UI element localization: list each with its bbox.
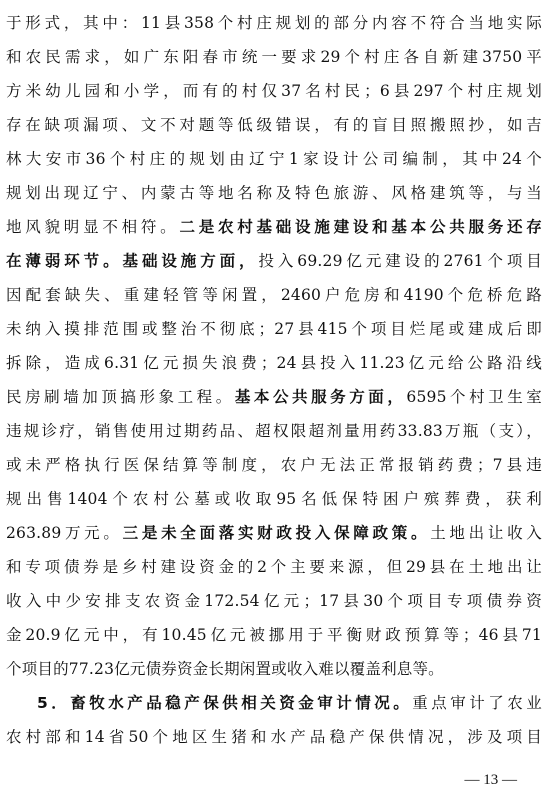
text-line: [6, 142, 542, 176]
page-number: — 13 —: [464, 772, 517, 788]
text-segment: 民房刷墙加顶搞形象工程。: [6, 388, 235, 406]
text-segment: 于形式，其中：11县358个村庄规划的部分内容不符合当地实际: [6, 14, 542, 32]
text-line: [6, 686, 542, 720]
text-segment: 和专项债券是乡村建设资金的2个主要来源，但29县在土地出让: [6, 558, 542, 576]
bold-text-segment: 基础设施方面，: [122, 252, 259, 270]
text-line: [6, 516, 542, 550]
text-line: [6, 6, 542, 40]
text-segment: 收入中少安排支农资金172.54亿元；17县30个项目专项债券资: [6, 592, 542, 610]
bold-text-segment: 二是农村基础设施建设和基本公共服务还存: [179, 218, 542, 236]
text-line: [6, 618, 542, 652]
text-line: [6, 346, 542, 380]
text-segment: 土地出让收入: [430, 524, 542, 542]
bold-text-segment: 基本公共服务方面，: [234, 388, 407, 406]
bold-text-segment: 三是未全面落实财政投入保障政策。: [122, 524, 431, 542]
text-line: [6, 448, 542, 482]
text-line: [6, 312, 542, 346]
text-line: [6, 380, 542, 414]
bold-text-segment: 在薄弱环节。: [6, 252, 123, 270]
text-segment: 因配套缺失、重建轻管等闲置，2460户危房和4190个危桥危路: [6, 286, 542, 304]
text-line: [6, 176, 542, 210]
bold-text-segment: 5．畜牧水产品稳产保供相关资金审计情况。: [37, 694, 413, 712]
text-line: [6, 210, 542, 244]
text-segment: 拆除，造成6.31亿元损失浪费；24县投入11.23亿元给公路沿线: [6, 354, 542, 372]
text-segment: 投入69.29亿元建设的2761个项目: [258, 252, 542, 270]
text-segment: 个项目的77.23亿元债券资金长期闲置或收入难以覆盖利息等。: [6, 660, 444, 678]
text-segment: 农村部和14省50个地区生猪和水产品稳产保供情况，涉及项目: [6, 728, 542, 746]
text-segment: 违规诊疗，销售使用过期药品、超权限超剂量用药33.83万瓶（支），: [6, 422, 542, 440]
text-segment: 或未严格执行医保结算等制度，农户无法正常报销药费；7县违: [6, 456, 542, 474]
text-line: [6, 720, 542, 754]
text-segment: 6595个村卫生室: [406, 388, 542, 406]
text-line: [6, 652, 542, 686]
text-segment: 263.89万元。: [6, 524, 123, 542]
text-segment: 规出售1404个农村公墓或收取95名低保特困户殡葬费，获利: [6, 490, 542, 508]
body-text: [6, 6, 542, 754]
text-segment: 存在缺项漏项、文不对题等低级错误，有的盲目照搬照抄，如吉: [6, 116, 542, 134]
text-line: [6, 74, 542, 108]
text-segment: 地风貌明显不相符。: [6, 218, 180, 236]
text-line: [6, 584, 542, 618]
text-segment: 规划出现辽宁、内蒙古等地名称及特色旅游、风格建筑等，与当: [6, 184, 542, 202]
text-segment: 和农民需求，如广东阳春市统一要求29个村庄各自新建3750平: [6, 48, 542, 66]
text-line: [6, 482, 542, 516]
text-segment: 林大安市36个村庄的规划由辽宁1家设计公司编制，其中24个: [6, 150, 542, 168]
text-line: [6, 40, 542, 74]
text-segment: 金20.9亿元中，有10.45亿元被挪用于平衡财政预算等；46县71: [6, 626, 542, 644]
text-segment: 方米幼儿园和小学，而有的村仅37名村民；6县297个村庄规划: [6, 82, 542, 100]
text-line: [6, 244, 542, 278]
text-line: [6, 108, 542, 142]
text-line: [6, 278, 542, 312]
text-line: [6, 550, 542, 584]
text-line: [6, 414, 542, 448]
text-segment: 重点审计了农业: [412, 694, 542, 712]
text-segment: 未纳入摸排范围或整治不彻底；27县415个项目烂尾或建成后即: [6, 320, 542, 338]
